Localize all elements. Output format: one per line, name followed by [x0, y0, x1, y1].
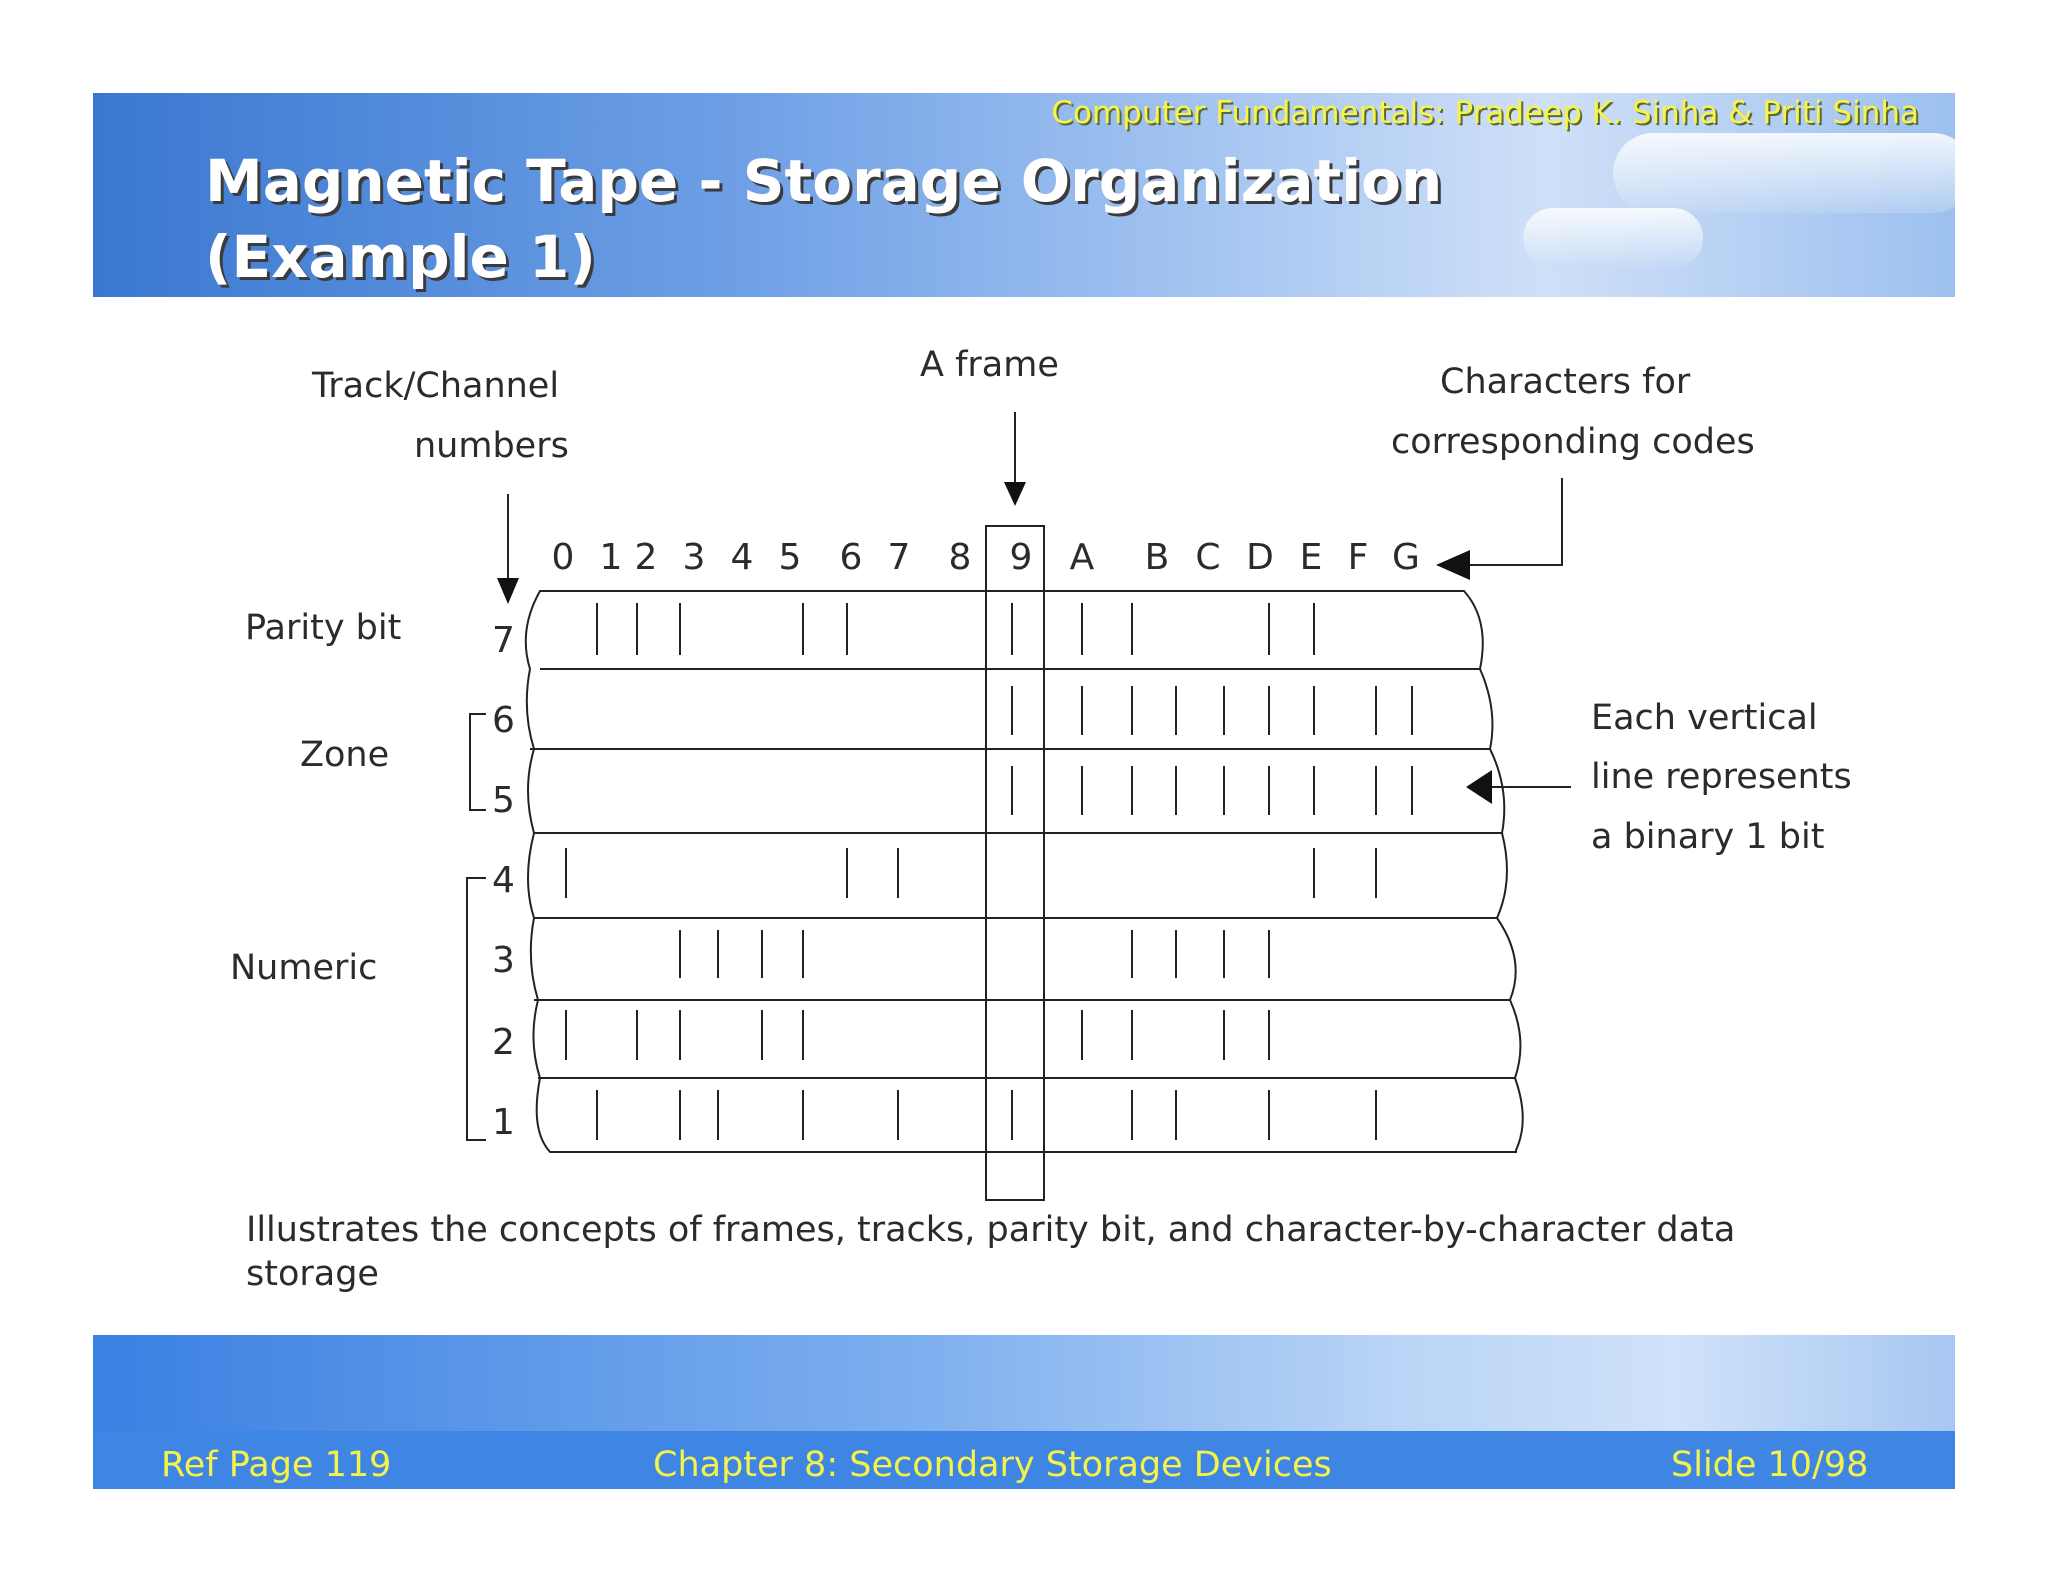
- slide-number: Slide 10/98: [1671, 1445, 1869, 1485]
- numeric-bracket: [467, 878, 486, 1140]
- each-vertical-label: Each vertical: [1591, 698, 1818, 738]
- track-number-5: 5: [492, 780, 515, 821]
- track-number-7: 7: [492, 620, 515, 661]
- track-number-2: 2: [492, 1022, 515, 1063]
- frame-box: [986, 526, 1044, 1200]
- corresponding-codes-label: corresponding codes: [1391, 422, 1755, 462]
- title-line-2: (Example 1): [205, 223, 596, 291]
- char-header-1: 1: [599, 537, 623, 578]
- ref-page: Ref Page 119: [161, 1445, 392, 1485]
- char-header-9: 9: [1009, 537, 1033, 578]
- char-header-0: 0: [551, 537, 575, 578]
- binary-bit-label: a binary 1 bit: [1591, 817, 1825, 857]
- char-header-C: C: [1195, 537, 1221, 578]
- char-header-E: E: [1299, 537, 1323, 578]
- char-header-6: 6: [839, 537, 863, 578]
- characters-for-label: Characters for: [1440, 362, 1691, 402]
- track-arrow-head: [497, 578, 519, 604]
- track-number-4: 4: [492, 860, 515, 901]
- track-channel-label: Track/Channel: [312, 366, 560, 406]
- characters-arrow-shaft: [1456, 478, 1562, 565]
- credits-text: Computer Fundamentals: Pradeep K. Sinha & Priti Sinha: [1051, 95, 1919, 131]
- title-line-1: Magnetic Tape - Storage Organization: [205, 147, 1443, 215]
- chapter-title: Chapter 8: Secondary Storage Devices: [653, 1445, 1332, 1485]
- char-header-D: D: [1246, 537, 1274, 578]
- a-frame-label: A frame: [920, 345, 1059, 385]
- numeric-label: Numeric: [230, 948, 378, 988]
- caption: Illustrates the concepts of frames, tracks, parity bit, and character-by-character data storage: [246, 1210, 1736, 1294]
- bit-arrow-head: [1466, 770, 1492, 804]
- footer-banner: [93, 1335, 1955, 1489]
- char-header-G: G: [1392, 537, 1420, 578]
- char-header-F: F: [1347, 537, 1369, 578]
- track-number-6: 6: [492, 700, 515, 741]
- char-header-8: 8: [948, 537, 972, 578]
- tape-outline: [526, 591, 1523, 1152]
- parity-bit-label: Parity bit: [245, 608, 402, 648]
- zone-bracket: [470, 714, 486, 810]
- char-header-A: A: [1069, 537, 1095, 578]
- numbers-label: numbers: [414, 426, 569, 466]
- frame-arrow-head: [1004, 482, 1026, 506]
- char-header-3: 3: [682, 537, 706, 578]
- zone-label: Zone: [300, 735, 390, 775]
- track-number-3: 3: [492, 940, 515, 981]
- characters-arrow-head: [1436, 550, 1470, 580]
- char-header-5: 5: [778, 537, 802, 578]
- char-header-4: 4: [730, 537, 754, 578]
- char-header-7: 7: [887, 537, 911, 578]
- line-represents-label: line represents: [1591, 757, 1852, 797]
- track-number-1: 1: [492, 1102, 515, 1143]
- bit-marks: [566, 603, 1412, 1140]
- char-header-B: B: [1144, 537, 1170, 578]
- char-header-2: 2: [634, 537, 658, 578]
